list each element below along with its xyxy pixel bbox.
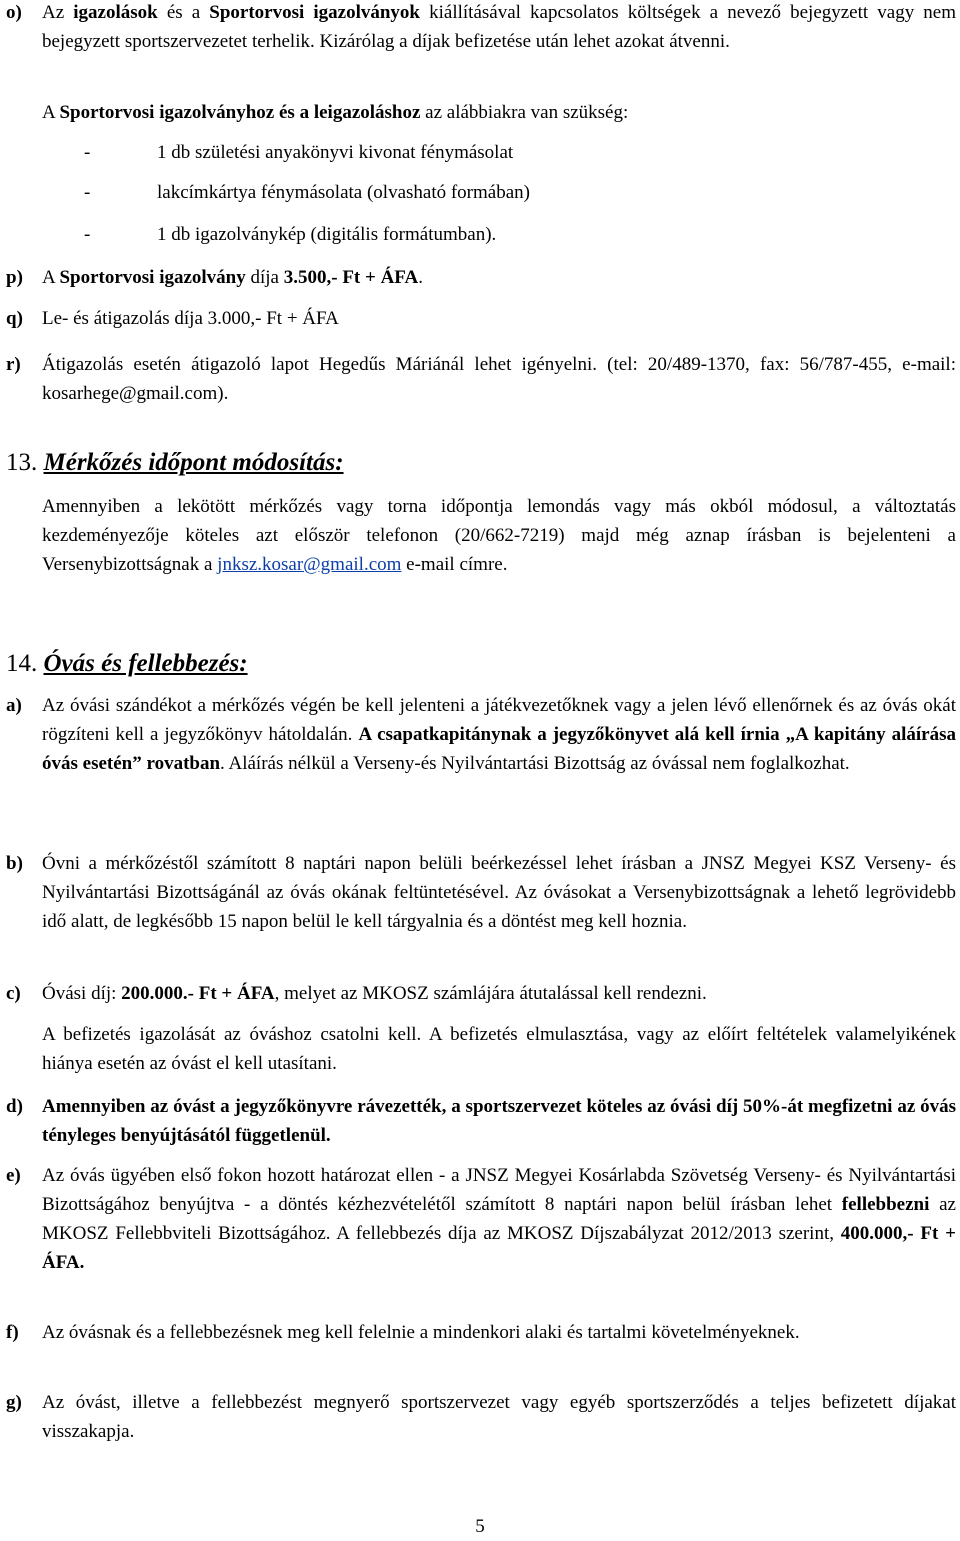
- page-number: 5: [475, 1516, 485, 1537]
- item-label: o): [6, 2, 22, 23]
- item-label: e): [6, 1165, 21, 1186]
- item-label: q): [6, 308, 23, 329]
- item-o: [6, 0, 956, 56]
- item-g: [6, 1388, 956, 1446]
- item-text: Az igazolások és a Sportorvosi igazolványok kiállításával kapcsolatos költségek a nevező bejegyzett vagy nem bejegyzett sportszervezetet terhelik. Kizárólag a díjak befizetése után lehet azokat átvenni.: [42, 2, 957, 52]
- item-text: Le- és átigazolás díja 3.000,- Ft + ÁFA: [42, 308, 339, 329]
- section-heading-13: 13. Mérkőzés időpont módosítás:: [6, 449, 344, 476]
- item-p: [6, 263, 956, 292]
- item-text: Az óvást, illetve a fellebbezést megnyerő sportszervezet vagy egyéb sportszerződés a teljes befizetett díjakat visszakapja.: [42, 1392, 956, 1442]
- email-link[interactable]: jnksz.kosar@gmail.com: [217, 554, 402, 575]
- item-label: c): [6, 983, 21, 1004]
- item-text: Az óvásnak és a fellebbezésnek meg kell felelnie a mindenkori alaki és tartalmi követelményeknek.: [42, 1322, 800, 1343]
- item-label: b): [6, 853, 23, 874]
- item-text: A Sportorvosi igazolvány díja 3.500,- Ft + ÁFA.: [42, 267, 423, 288]
- item-c: [6, 979, 956, 1078]
- item-r: [6, 350, 956, 408]
- item-f: [6, 1318, 956, 1347]
- item-q: [6, 304, 956, 333]
- section-heading-14: 14. Óvás és fellebbezés:: [6, 650, 248, 677]
- item-text: Óvási díj: 200.000.- Ft + ÁFA, melyet az MKOSZ számlájára átutalással kell rendezni. A befizetés igazolását az óváshoz csatolni kell. A befizetés elmulasztása, vagy az előírt feltételek valamelyikének hiánya esetén az óvást el kell utasítani.: [42, 983, 956, 1074]
- item-label: a): [6, 695, 22, 716]
- item-d: [6, 1092, 956, 1150]
- item-label: d): [6, 1096, 23, 1117]
- item-label: r): [6, 354, 21, 375]
- item-label: g): [6, 1392, 22, 1413]
- item-text: Az óvási szándékot a mérkőzés végén be kell jelenteni a játékvezetőknek vagy a jelen lévő ellenőrnek és az óvás okát rögzíteni kell a jegyzőkönyv hátoldalán. A csapatkapitánynak a jegyzőkönyvet alá kell írnia „A kapitány aláírása óvás esetén” rovatban. Aláírás nélkül a Verseny-és Nyilvántartási Bizottság az óvással nem foglalkozhat.: [42, 695, 957, 774]
- item-b: [6, 849, 956, 936]
- item-text: Amennyiben az óvást a jegyzőkönyvre rávezették, a sportszervezet köteles az óvási díj 50%-át megfizetni az óvás tényleges benyújtásától függetlenül.: [42, 1096, 956, 1146]
- item-text: Óvni a mérkőzéstől számított 8 naptári napon belüli beérkezéssel lehet írásban a JNSZ Megyei KSZ Verseny- és Nyilvántartási Bizottságánál az óvás okának feltüntetésével. Az óvásokat a Versenybizottságnak a lehető legrövidebb idő alatt, de legkésőbb 15 napon belül le kell tárgyalnia és a döntést meg kell hoznia.: [42, 853, 956, 932]
- item-text: Az óvás ügyében első fokon hozott határozat ellen - a JNSZ Megyei Kosárlabda Szövetség Verseny- és Nyilvántartási Bizottságához benyújtva - a döntés kézhezvételétől számított 8 naptári napon belül írásban lehet fellebbezni az MKOSZ Fellebbviteli Bizottságához. A fellebbezés díja az MKOSZ Díjszabályzat 2012/2013 szerint, 400.000,- Ft + ÁFA.: [42, 1165, 956, 1273]
- section-13-text: Amennyiben a lekötött mérkőzés vagy torna időpontja lemondás vagy más okból módosul, a változtatás kezdeményezője köteles azt először telefonon (20/662-7219) majd még aznap írásban is bejelenteni a Versenybizottságnak a jnksz.kosar@gmail.com e-mail címre.: [42, 496, 956, 575]
- item-text: Átigazolás esetén átigazoló lapot Hegedűs Máriánál lehet igényelni. (tel: 20/489-1370, fax: 56/787-455, e-mail: kosarhege@gmail.com).: [42, 354, 956, 404]
- item-a: [6, 691, 956, 778]
- item-label: f): [6, 1322, 19, 1343]
- item-label: p): [6, 267, 23, 288]
- requirements-intro: A Sportorvosi igazolványhoz és a leigazoláshoz az alábbiakra van szükség:: [42, 102, 629, 123]
- item-e: [6, 1161, 956, 1277]
